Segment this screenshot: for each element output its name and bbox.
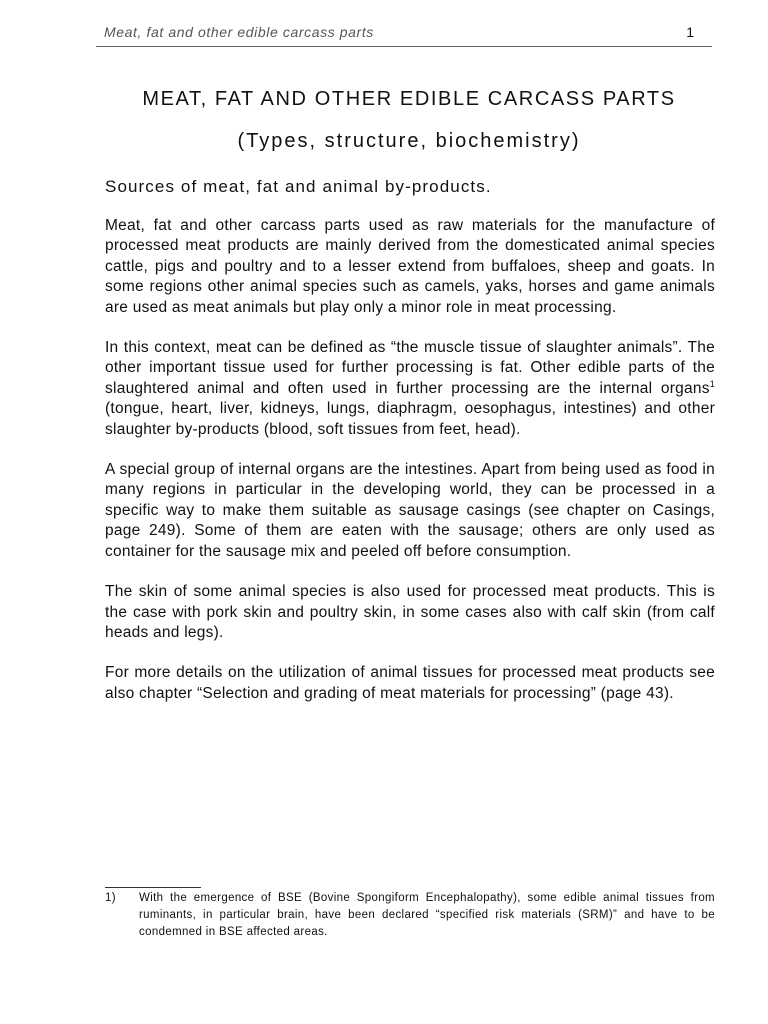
document-subtitle: (Types, structure, biochemistry)	[237, 130, 581, 152]
paragraph-meat-definition	[105, 338, 715, 440]
running-title: Meat, fat and other edible carcass parts	[104, 24, 374, 40]
paragraph-text-after-footnote: (tongue, heart, liver, kidneys, lungs, diaphragm, oesophagus, intestines) and other slaughter by-products (blood, soft tissues from feet, head).	[105, 400, 715, 438]
paragraph-further-details: For more details on the utilization of animal tissues for processed meat products see also chapter “Selection and grading of meat materials for processing” (page 43).	[105, 664, 715, 702]
body-text	[105, 216, 715, 724]
page-number: 1	[686, 24, 694, 40]
section-heading: Sources of meat, fat and animal by-products.	[105, 177, 492, 196]
footnote-number: 1)	[105, 892, 116, 904]
footnote-reference[interactable]: 1	[709, 378, 715, 389]
paragraph-sources: Meat, fat and other carcass parts used as raw materials for the manufacture of processed meat products are mainly derived from the domesticated animal species cattle, pigs and poultry and to a lesser extend from buffaloes, sheep and goats. In some regions other animal species such as camels, yaks, horses and game animals are used as meat animals but play only a minor role in meat processing.	[105, 217, 715, 316]
paragraph-skin: The skin of some animal species is also used for processed meat products. This is the case with pork skin and poultry skin, in some cases also with calf skin (from calf heads and legs).	[105, 583, 715, 641]
running-header	[96, 24, 712, 47]
footnote	[105, 890, 715, 941]
paragraph-intestines: A special group of internal organs are the intestines. Apart from being used as food in many regions in particular in the developing world, they can be processed in a specific way to make them suitable as sausage casings (see chapter on Casings, page 249). Some of them are eaten with the sausage; others are only used as container for the sausage mix and peeled off before consumption.	[105, 461, 715, 560]
footnote-divider	[105, 887, 201, 888]
footnote-text: With the emergence of BSE (Bovine Spongiform Encephalopathy), some edible animal tissues from ruminants, in particular brain, have been declared “specified risk materials (SRM)” and have to be condemned in BSE affected areas.	[139, 892, 715, 938]
paragraph-text-before-footnote: In this context, meat can be defined as “the muscle tissue of slaughter animals”. The other important tissue used for further processing is fat. Other edible parts of the slaughtered animal and often used in further processing are the internal organs	[105, 339, 715, 397]
document-title: MEAT, FAT AND OTHER EDIBLE CARCASS PARTS	[142, 88, 676, 110]
